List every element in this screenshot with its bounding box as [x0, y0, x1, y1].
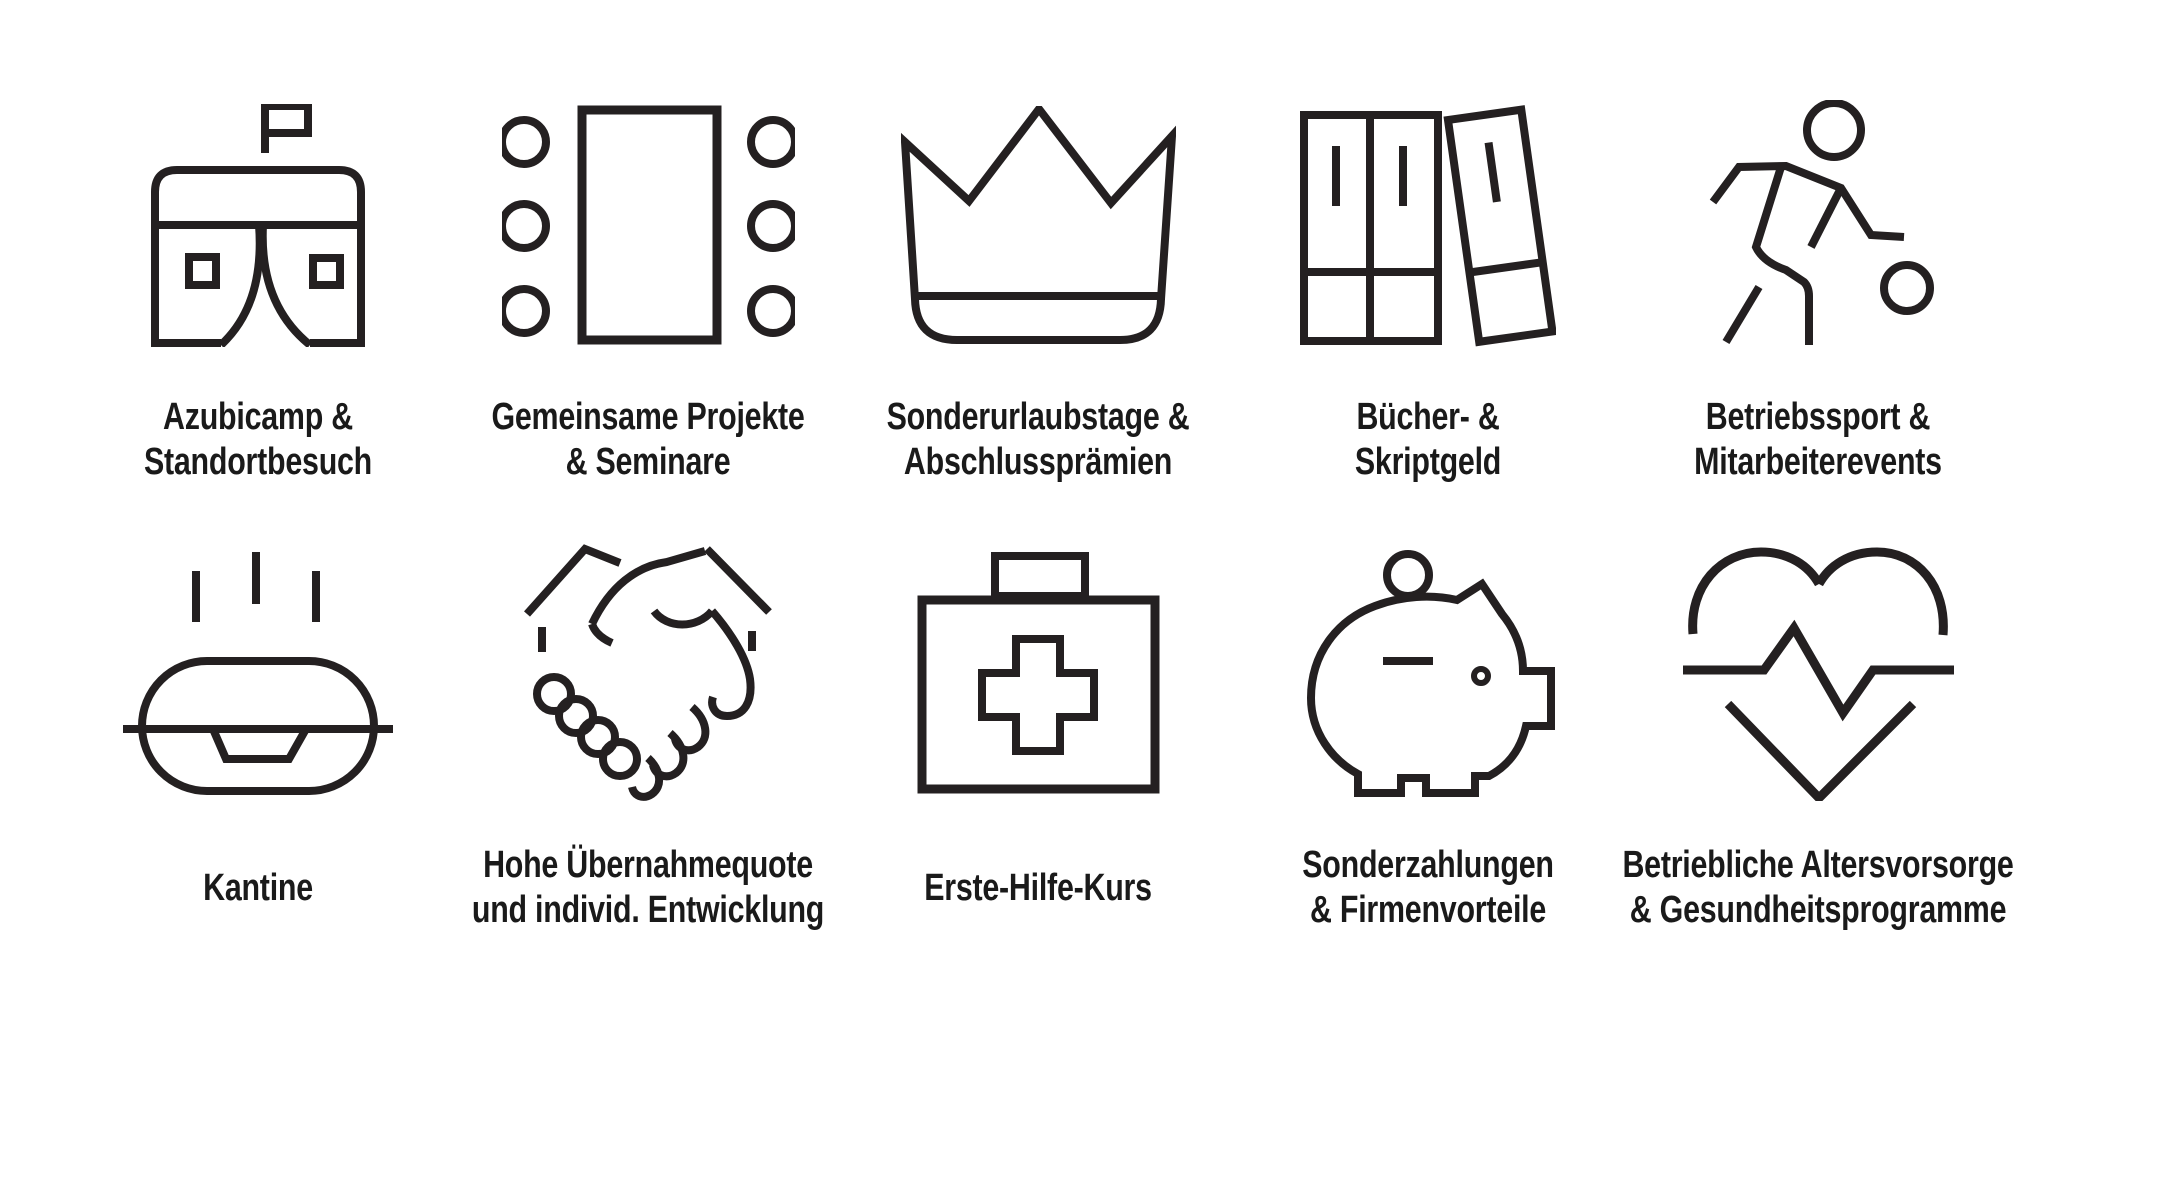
heart-pulse-icon — [1683, 546, 1954, 801]
benefit-label — [1272, 395, 1584, 485]
benefit-label — [1662, 395, 1974, 485]
benefit-item-sonderurlaub — [843, 100, 1233, 485]
benefit-label-line: Hohe Übernahmequote — [483, 844, 813, 886]
benefit-label — [471, 843, 825, 933]
benefit-label-line: Kantine — [203, 866, 313, 909]
crown-icon — [901, 106, 1176, 344]
benefits-row-1 — [63, 100, 2167, 485]
icon-box — [1233, 548, 1623, 798]
benefit-item-azubicamp — [63, 100, 453, 485]
benefit-label — [102, 395, 414, 485]
benefit-item-betriebssport — [1623, 100, 2013, 485]
benefit-label — [1272, 843, 1584, 933]
benefit-label — [1622, 843, 2014, 933]
benefit-label — [492, 395, 804, 485]
benefit-item-sonderzahlungen — [1233, 548, 1623, 933]
benefit-item-erste-hilfe — [843, 548, 1233, 933]
icon-box — [453, 548, 843, 798]
icon-box — [1623, 548, 2013, 798]
sports-player-icon — [1701, 100, 1936, 350]
icon-box — [843, 100, 1233, 350]
benefit-item-projekte — [453, 100, 843, 485]
benefit-label-line: und individ. Entwicklung — [471, 889, 825, 931]
icon-box — [843, 548, 1233, 798]
benefit-label-line: Erste-Hilfe-Kurs — [924, 866, 1152, 909]
benefit-label-line: Standortbesuch — [143, 441, 373, 483]
benefit-label-line: Sonderurlaubstage & — [886, 396, 1190, 438]
benefit-label — [102, 843, 414, 933]
benefit-label — [882, 395, 1194, 485]
lunchbox-icon — [123, 552, 393, 795]
icon-box — [453, 100, 843, 350]
benefit-label-line: Betriebssport & — [1705, 396, 1931, 438]
icon-box — [63, 100, 453, 350]
handshake-icon — [522, 544, 774, 802]
benefit-label-line: & Firmenvorteile — [1309, 889, 1547, 931]
benefit-label-line: Skriptgeld — [1354, 441, 1502, 483]
piggy-bank-icon — [1299, 550, 1557, 797]
benefits-row-2 — [63, 548, 2167, 933]
benefit-item-uebernahme — [453, 548, 843, 933]
meeting-table-icon — [502, 105, 795, 345]
icon-box — [1623, 100, 2013, 350]
icon-box — [1233, 100, 1623, 350]
benefit-label-line: Abschlussprämien — [903, 441, 1173, 483]
benefit-label-line: & Gesundheitsprogramme — [1629, 889, 2007, 931]
benefit-label-line: Gemeinsame Projekte — [491, 396, 805, 438]
benefit-label-line: Bücher- & — [1356, 396, 1500, 438]
benefit-label-line: Mitarbeiterevents — [1694, 441, 1942, 483]
first-aid-case-icon — [917, 552, 1160, 794]
benefit-label-line: & Seminare — [565, 441, 731, 483]
benefit-item-kantine — [63, 548, 453, 933]
benefit-label — [882, 843, 1194, 933]
benefit-item-buecher — [1233, 100, 1623, 485]
benefit-label-line: Betriebliche Altersvorsorge — [1622, 844, 2014, 886]
benefit-label-line: Sonderzahlungen — [1302, 844, 1554, 886]
books-icon — [1300, 102, 1556, 348]
benefits-grid — [0, 100, 2167, 933]
icon-box — [63, 548, 453, 798]
tent-icon — [151, 104, 365, 347]
benefit-label-line: Azubicamp & — [163, 396, 353, 438]
benefit-item-altersvorsorge — [1623, 548, 2013, 933]
